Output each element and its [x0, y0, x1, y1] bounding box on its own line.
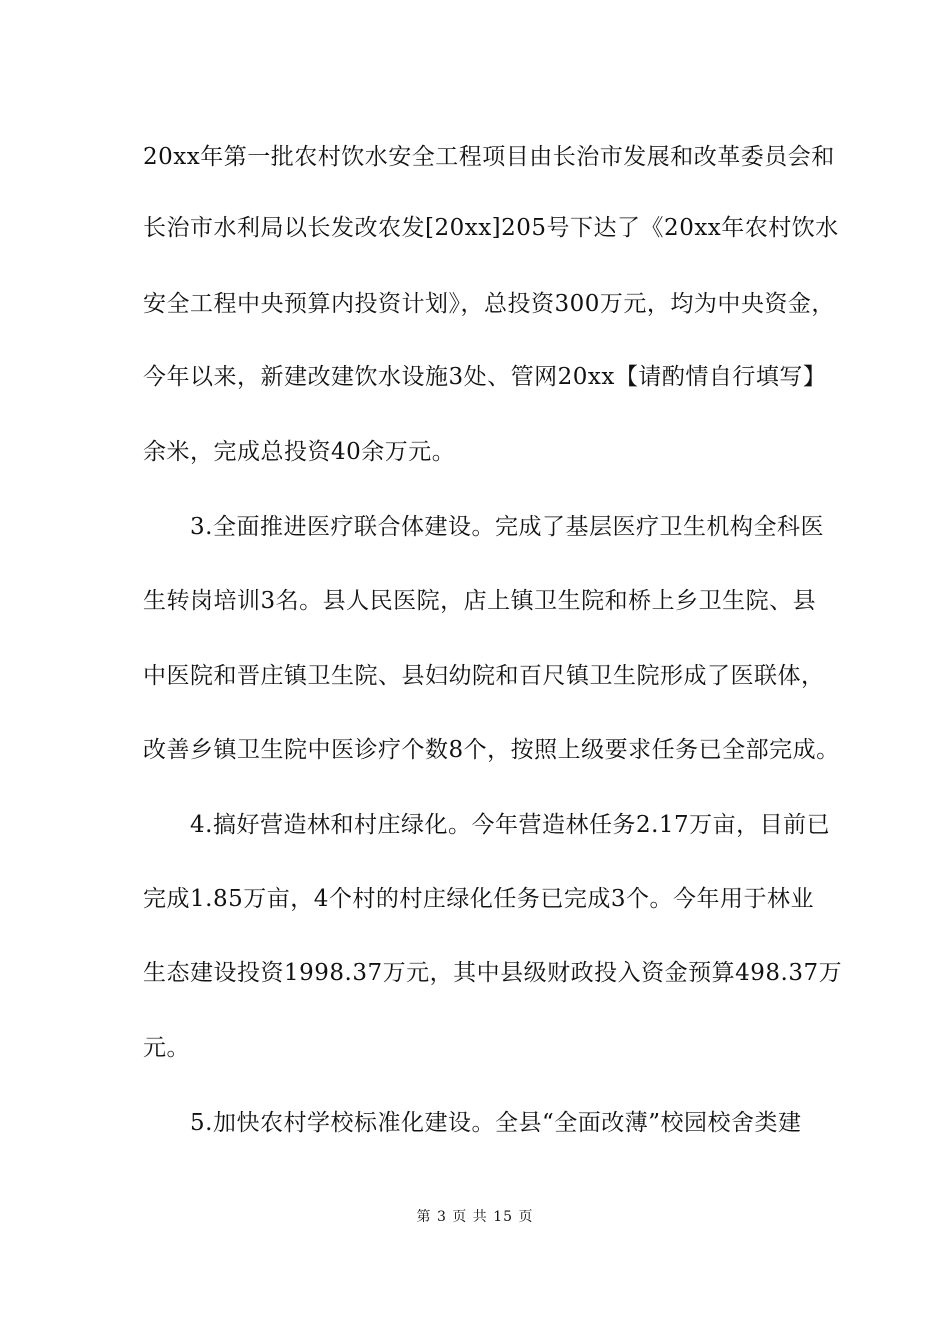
text-line: 安全工程中央预算内投资计划》，总投资300万元，均为中央资金， — [143, 291, 835, 317]
text-line: 生转岗培训3名。县人民医院，店上镇卫生院和桥上乡卫生院、县 — [143, 588, 817, 614]
text-line: 中医院和晋庄镇卫生院、县妇幼院和百尺镇卫生院形成了医联体， — [143, 663, 825, 689]
text-line: 元。 — [143, 1035, 190, 1061]
paragraph-4-start: 4.搞好营造林和村庄绿化。今年营造林任务2.17万亩，目前已 — [190, 812, 831, 838]
paragraph-5-start: 5.加快农村学校标准化建设。全县“全面改薄”校园校舍类建 — [190, 1110, 802, 1136]
text-line: 生态建设投资1998.37万元，其中县级财政投入资金预算498.37万 — [143, 960, 843, 986]
text-line: 余米，完成总投资40余万元。 — [143, 439, 456, 465]
text-line: 完成1.85万亩，4个村的村庄绿化任务已完成3个。今年用于林业 — [143, 886, 814, 912]
text-line: 改善乡镇卫生院中医诊疗个数8个，按照上级要求任务已全部完成。 — [143, 737, 840, 763]
text-line: 今年以来，新建改建饮水设施3处、管网20xx【请酌情自行填写】 — [143, 364, 827, 390]
paragraph-3-start: 3.全面推进医疗联合体建设。完成了基层医疗卫生机构全科医 — [190, 514, 824, 540]
text-line: 20xx年第一批农村饮水安全工程项目由长治市发展和改革委员会和 — [143, 144, 835, 170]
text-line: 长治市水利局以长发改农发[20xx]205号下达了《20xx年农村饮水 — [143, 215, 839, 241]
page-number-footer: 第 3 页 共 15 页 — [416, 1209, 534, 1225]
